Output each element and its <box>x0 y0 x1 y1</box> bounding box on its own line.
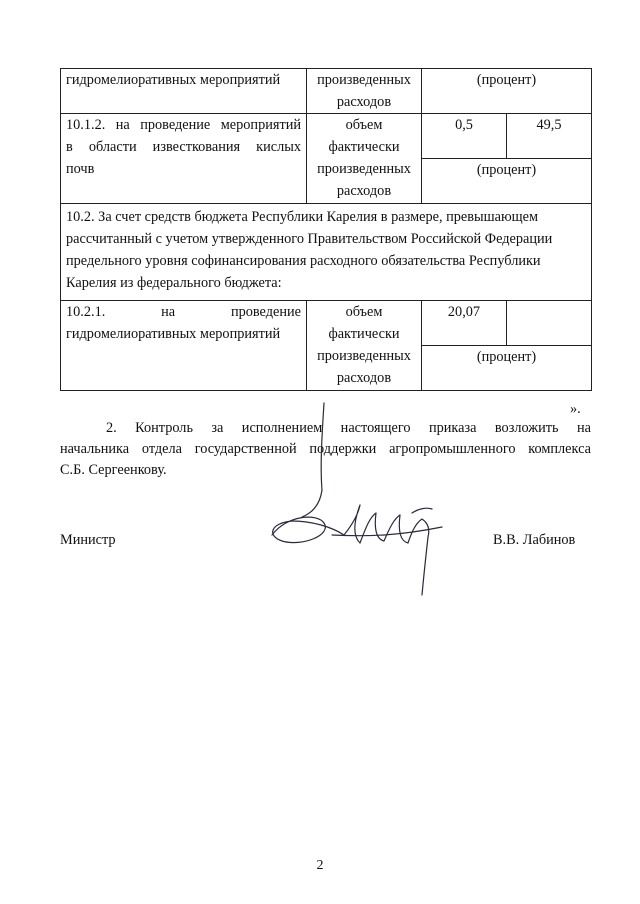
activity-name: 10.1.2. на проведение мероприятий <box>66 117 301 133</box>
unit-text: фактически <box>328 139 400 155</box>
signatory-name: В.В. Лабинов <box>493 532 576 548</box>
percent-label-cell <box>422 159 592 204</box>
handwritten-signature <box>262 395 452 610</box>
percent-label: (процент) <box>476 162 537 178</box>
unit-text: объем <box>345 117 383 133</box>
percent-label-cell <box>422 69 592 114</box>
value-cell <box>422 301 507 346</box>
table-row <box>61 114 592 159</box>
unit-text: фактически <box>328 326 400 342</box>
unit-text: объем <box>345 304 383 320</box>
unit-text: произведенных <box>317 72 411 88</box>
activity-name-cell <box>61 301 307 391</box>
page-number: 2 <box>316 858 324 873</box>
value-cell <box>422 114 507 159</box>
section-heading-text: Карелия из федерального бюджета: <box>66 275 282 291</box>
section-heading-text: предельного уровня софинансирования расходного обязательства Республики <box>66 253 541 269</box>
unit-text: расходов <box>336 94 392 110</box>
unit-text: произведенных <box>317 161 411 177</box>
section-heading-cell <box>61 204 592 301</box>
section-heading-text: 10.2. За счет средств бюджета Республики Карелия в размере, превышающем <box>66 209 539 225</box>
table-row <box>61 204 592 301</box>
activity-name: гидромелиоративных мероприятий <box>66 72 281 88</box>
table-row <box>61 301 592 346</box>
activity-name-cell <box>61 69 307 114</box>
value-cell <box>507 301 592 346</box>
value: 0,5 <box>455 117 473 133</box>
activity-name: гидромелиоративных мероприятий <box>66 326 281 342</box>
paragraph-line: С.Б. Сергеенкову. <box>60 462 167 478</box>
activity-name: 10.2.1. на проведение <box>66 304 301 320</box>
table-row <box>61 69 592 114</box>
unit-cell <box>307 69 422 114</box>
unit-cell <box>307 301 422 391</box>
value-cell <box>507 114 592 159</box>
activity-name: в области известкования кислых <box>66 139 301 155</box>
paragraph-line: начальника отдела государственной поддержки агропромышленного комплекса <box>60 441 591 457</box>
activity-name-cell <box>61 114 307 204</box>
signatory-role: Министр <box>60 532 116 548</box>
unit-text: расходов <box>336 370 392 386</box>
value: 49,5 <box>536 117 562 133</box>
section-heading-text: рассчитанный с учетом утвержденного Правительством Российской Федерации <box>66 231 553 247</box>
closing-quote: ». <box>570 401 581 417</box>
percent-label: (процент) <box>476 349 537 365</box>
indicator-table <box>60 68 592 391</box>
percent-label-cell <box>422 346 592 391</box>
unit-text: произведенных <box>317 348 411 364</box>
unit-cell <box>307 114 422 204</box>
value: 20,07 <box>447 304 481 320</box>
paragraph-line: 2. Контроль за исполнением настоящего приказа возложить на <box>106 420 591 436</box>
activity-name: почв <box>66 161 95 177</box>
percent-label: (процент) <box>476 72 537 88</box>
unit-text: расходов <box>336 183 392 199</box>
